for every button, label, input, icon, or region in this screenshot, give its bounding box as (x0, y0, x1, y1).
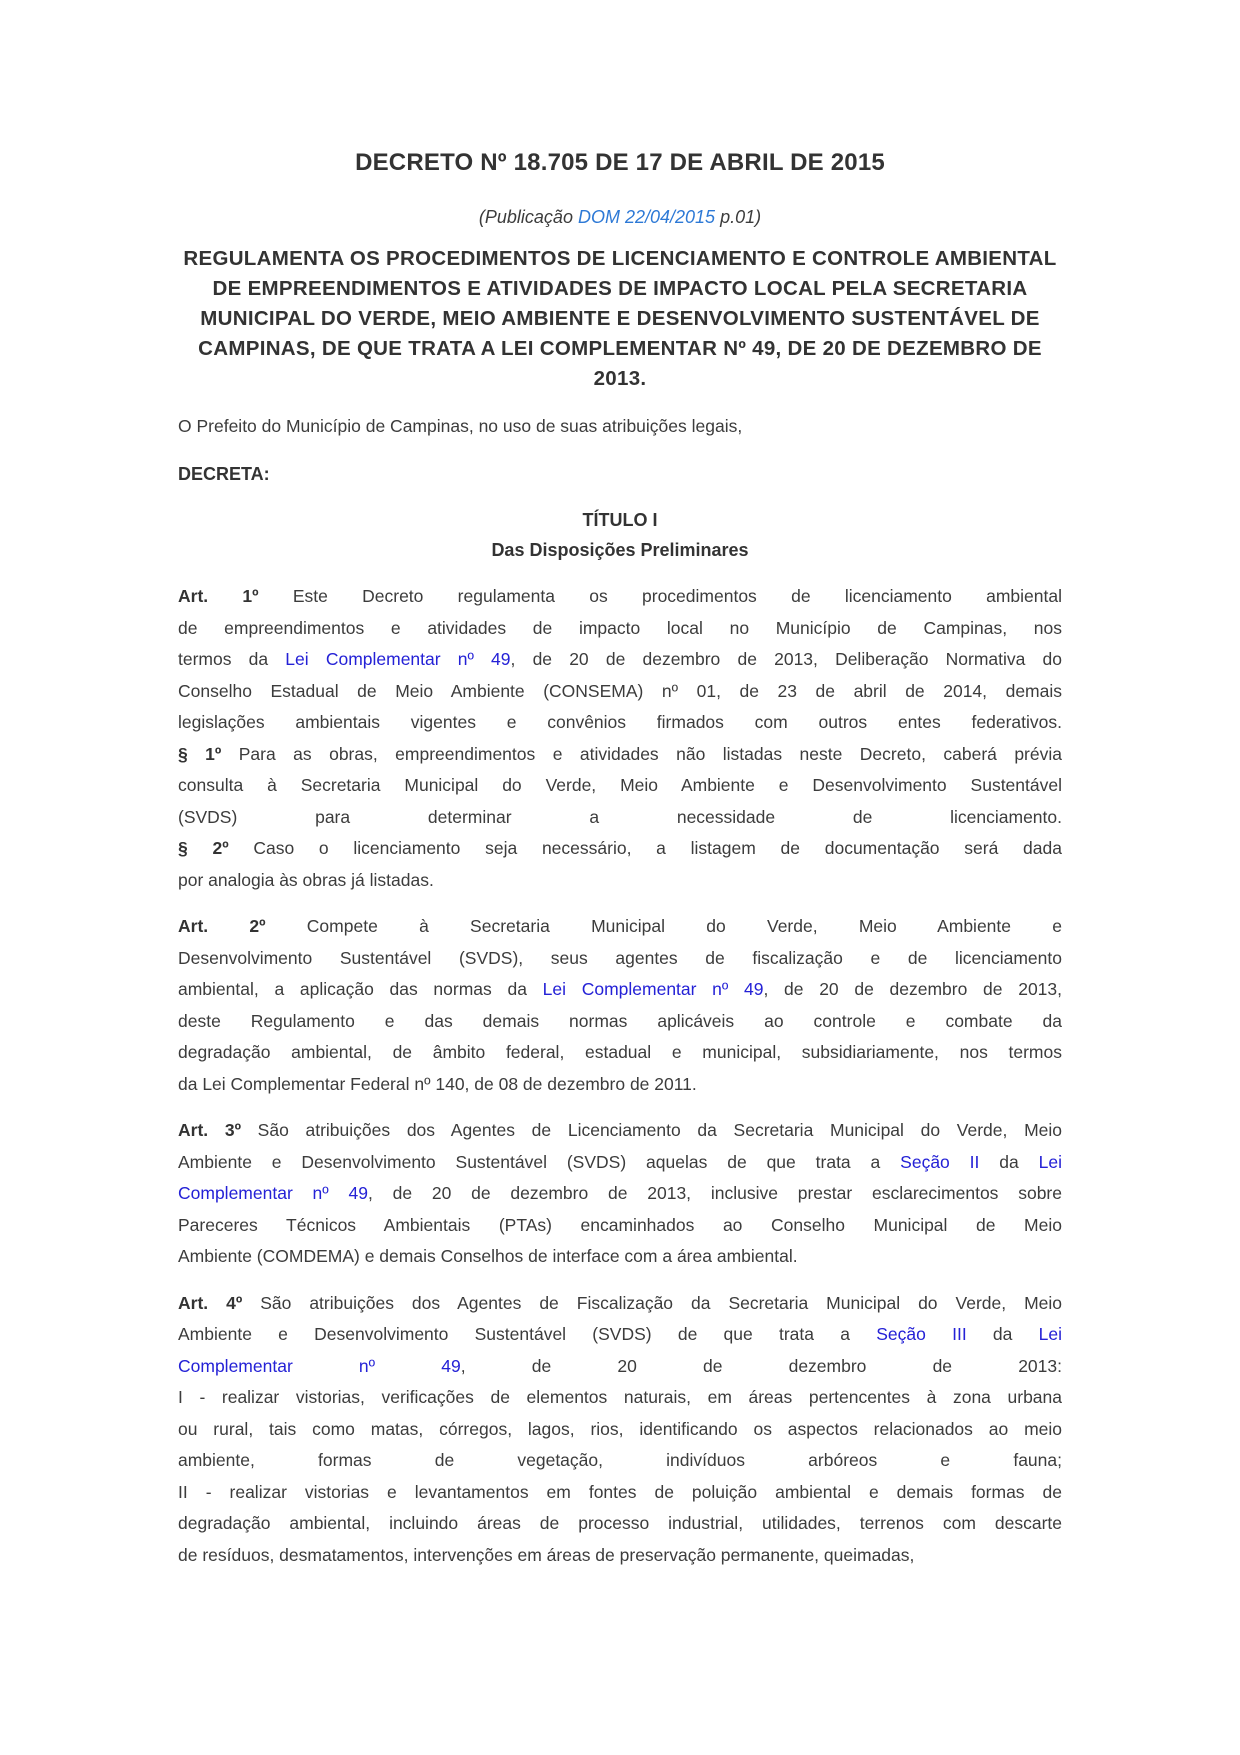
summary-line: 2013. (593, 367, 647, 390)
article-art-1 (178, 581, 1062, 896)
text-run: Para as obras, empreendimentos e atividades não listadas neste Decreto, caberá prévia (221, 743, 1062, 764)
summary-line: MUNICIPAL DO VERDE, MEIO AMBIENTE E DESENVOLVIMENTO SUSTENTÁVEL DE (200, 307, 1040, 330)
law-reference-link[interactable]: Lei (1038, 1151, 1062, 1172)
text-run: Este Decreto regulamenta os procedimentos de licenciamento ambiental (258, 586, 1062, 606)
text-run: ou rural, tais como matas, córregos, lagos, rios, identificando os aspectos relacionados ao meio (178, 1418, 1062, 1439)
text-run: São atribuições dos Agentes de Fiscalização da Secretaria Municipal do Verde, Meio (242, 1292, 1062, 1313)
article-label: Art. 4º (178, 1292, 243, 1313)
text-run: de empreendimentos e atividades de impacto local no Município de Campinas, nos (178, 617, 1062, 638)
text-run: , de 20 de dezembro de 2013, Deliberação Normativa do (510, 649, 1063, 669)
text-run: Ambiente e Desenvolvimento Sustentável (SVDS) aquelas de que trata a (178, 1151, 901, 1172)
text-line (178, 613, 1062, 645)
text-run: Caso o licenciamento seja necessário, a listagem de documentação será dada (228, 838, 1062, 858)
text-run: , de 20 de dezembro de 2013: (460, 1355, 1062, 1376)
text-run: I - realizar vistorias, verificações de elementos naturais, em áreas pertencentes à zona urbana (178, 1387, 1062, 1407)
text-line (178, 644, 1062, 676)
text-line (178, 739, 1062, 771)
law-reference-link[interactable]: Lei Complementar nº 49 (285, 649, 511, 669)
law-reference-link[interactable]: Lei (1038, 1324, 1062, 1344)
text-line (178, 1445, 1062, 1477)
summary-line: CAMPINAS, DE QUE TRATA A LEI COMPLEMENTAR Nº 49, DE 20 DE DEZEMBRO DE (198, 337, 1042, 360)
text-line (178, 1210, 1062, 1242)
article-art-4 (178, 1288, 1062, 1572)
text-run: Desenvolvimento Sustentável (SVDS), seus agentes de fiscalização e de licenciamento (178, 947, 1062, 968)
text-line (178, 707, 1062, 739)
text-run: (SVDS) para determinar a necessidade de licenciamento. (178, 806, 1062, 827)
law-reference-link[interactable]: Seção III (876, 1324, 967, 1344)
summary-line: DE EMPREENDIMENTOS E ATIVIDADES DE IMPACTO LOCAL PELA SECRETARIA (212, 277, 1028, 300)
articles-container (178, 581, 1062, 1571)
text-line (178, 1006, 1062, 1038)
text-line (178, 1508, 1062, 1540)
text-line (178, 1414, 1062, 1446)
text-run: Pareceres Técnicos Ambientais (PTAs) encaminhados ao Conselho Municipal de Meio (178, 1214, 1062, 1235)
text-line (178, 1477, 1062, 1509)
text-run: ambiente, formas de vegetação, indivíduos arbóreos e fauna; (178, 1450, 1062, 1470)
text-run: II - realizar vistorias e levantamentos em fontes de poluição ambiental e demais formas de (178, 1481, 1062, 1502)
text-line (178, 865, 1062, 897)
preliminary-provisions-heading: Das Disposições Preliminares (491, 540, 749, 560)
title-i-heading: TÍTULO I (582, 510, 658, 530)
text-run: degradação ambiental, incluindo áreas de processo industrial, utilidades, terrenos com descarte (178, 1513, 1062, 1533)
publication-prefix: (Publicação (478, 207, 578, 227)
decree-title: DECRETO Nº 18.705 DE 17 DE ABRIL DE 2015 (355, 149, 885, 176)
text-line (178, 974, 1062, 1006)
text-run: deste Regulamento e das demais normas aplicáveis ao controle e combate da (178, 1010, 1062, 1031)
text-line (178, 1147, 1062, 1179)
text-run: termos da (178, 649, 286, 669)
decree-summary (160, 244, 1080, 394)
article-label: Art. 1º (178, 586, 259, 606)
text-line (178, 911, 1062, 943)
article-label: § 1º (178, 743, 222, 764)
summary-line: REGULAMENTA OS PROCEDIMENTOS DE LICENCIAMENTO E CONTROLE AMBIENTAL (183, 247, 1057, 270)
text-line (178, 676, 1062, 708)
text-run: degradação ambiental, de âmbito federal, estadual e municipal, subsidiariamente, nos termos (178, 1042, 1062, 1062)
text-run: da (966, 1324, 1039, 1344)
text-run: consulta à Secretaria Municipal do Verde, Meio Ambiente e Desenvolvimento Sustentável (178, 775, 1062, 795)
text-run: de resíduos, desmatamentos, intervenções em áreas de preservação permanente, queimadas, (178, 1544, 915, 1565)
law-reference-link[interactable]: Seção II (900, 1151, 980, 1172)
law-reference-link[interactable]: Lei Complementar nº 49 (542, 979, 764, 999)
text-run: da (979, 1151, 1039, 1172)
text-run: , de 20 de dezembro de 2013, (763, 979, 1063, 999)
text-run: legislações ambientais vigentes e convênios firmados com outros entes federativos. (178, 712, 1062, 732)
publication-line (178, 204, 1062, 230)
publication-suffix: p.01) (715, 207, 762, 227)
decreta-label: DECRETA: (178, 464, 270, 484)
text-run: São atribuições dos Agentes de Licenciamento da Secretaria Municipal do Verde, Meio (240, 1120, 1063, 1140)
text-line (178, 770, 1062, 802)
text-line (178, 1540, 1062, 1572)
text-run: Ambiente e Desenvolvimento Sustentável (SVDS) de que trata a (178, 1324, 877, 1344)
article-label: Art. 2º (178, 916, 266, 936)
text-line (178, 1069, 1062, 1101)
article-label: § 2º (178, 838, 229, 858)
document-page (178, 0, 1062, 1571)
article-art-3 (178, 1115, 1062, 1273)
text-line (178, 1288, 1062, 1320)
text-run: , de 20 de dezembro de 2013, inclusive prestar esclarecimentos sobre (367, 1183, 1062, 1203)
law-reference-link[interactable]: Complementar nº 49 (178, 1183, 368, 1203)
text-line (178, 1351, 1062, 1383)
text-line (178, 581, 1062, 613)
text-line (178, 1178, 1062, 1210)
text-line (178, 943, 1062, 975)
text-line (178, 1115, 1062, 1147)
text-line (178, 1382, 1062, 1414)
text-line (178, 802, 1062, 834)
text-line (178, 833, 1062, 865)
text-line (178, 1241, 1062, 1273)
law-reference-link[interactable]: Complementar nº 49 (178, 1355, 461, 1376)
text-line (178, 1037, 1062, 1069)
publication-dom-link[interactable]: DOM 22/04/2015 (577, 207, 716, 227)
text-run: Compete à Secretaria Municipal do Verde, Meio Ambiente e (265, 916, 1062, 936)
article-art-2 (178, 911, 1062, 1100)
text-run: ambiental, a aplicação das normas da (178, 979, 543, 999)
text-run: da Lei Complementar Federal nº 140, de 08 de dezembro de 2011. (178, 1073, 697, 1094)
text-run: Ambiente (COMDEMA) e demais Conselhos de interface com a área ambiental. (178, 1246, 798, 1266)
text-line (178, 1319, 1062, 1351)
preamble-text: O Prefeito do Município de Campinas, no uso de suas atribuições legais, (178, 416, 743, 436)
text-run: por analogia às obras já listadas. (178, 869, 434, 890)
article-label: Art. 3º (178, 1120, 241, 1140)
text-run: Conselho Estadual de Meio Ambiente (CONSEMA) nº 01, de 23 de abril de 2014, demais (178, 680, 1062, 701)
